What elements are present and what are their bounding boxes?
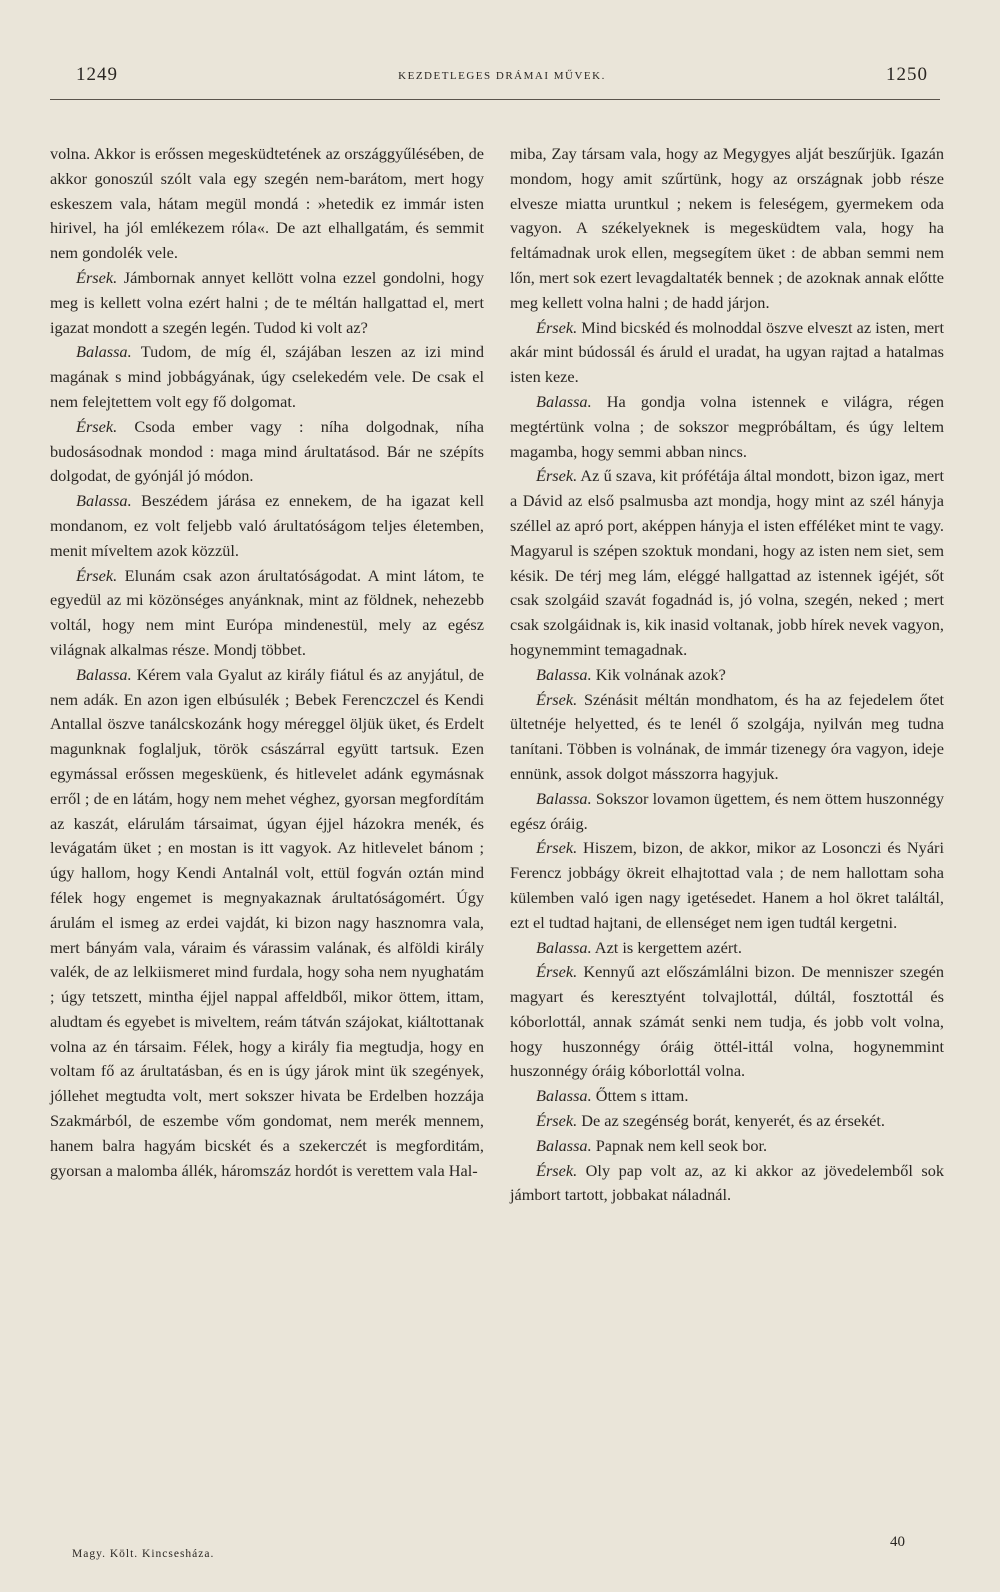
paragraph bbox=[510, 1134, 944, 1159]
left-column bbox=[50, 142, 484, 1183]
paragraph-text: Szénásit méltán mondhatom, és ha az fejedelem őtet ültetnéje helyetted, és te lenél ő szolgája, nyilván meg tudna tanítani. Többen is volnának, de immár tizenegy óra vagyon, ideje ennünk, assok dolgot másszorra hagyjuk. bbox=[510, 689, 944, 783]
paragraph-text: Az ű szava, kit prófétája által mondott, bizon igaz, mert a Dávid az első psalmusba azt mondja, hogy mint az szél hányja széllel az apró port, aképpen hányja el isten efféléket mint te vagy. Magyarul is szépen szoktuk mondani, hogy az isten nem siet, sem késik. De térj meg lám, eléggé hallgattad az istennek igéjét, sőt csak szolgáid szavát fogadnád is, jó volna, szegén, neked ; mert csak szolgáidnak is, kik inasid voltanak, jobb hírek nevek vagyon, hogynemmint temagadnak. bbox=[510, 466, 944, 659]
speaker-name: Balassa. bbox=[536, 937, 592, 957]
paragraph bbox=[510, 663, 944, 688]
paragraph bbox=[50, 415, 484, 489]
speaker-name: Érsek. bbox=[536, 1160, 578, 1180]
paragraph-text: Tudom, de míg él, szájában leszen az izi mind magának s mind jobbágyának, úgy cselekedém vele. De csak el nem felejtettem volt egy fő dolgomat. bbox=[50, 342, 484, 411]
paragraph bbox=[50, 142, 484, 266]
speaker-name: Érsek. bbox=[76, 267, 118, 287]
page-header bbox=[76, 64, 928, 92]
paragraph bbox=[510, 390, 944, 464]
header-rule bbox=[50, 99, 940, 100]
paragraph-text: Sokszor lovamon ügettem, és nem öttem huszonnégy egész óráig. bbox=[510, 788, 944, 833]
footer-source: Magy. Költ. Kincsesháza. bbox=[72, 1548, 215, 1560]
speaker-name: Balassa. bbox=[76, 342, 132, 362]
left-page-number: 1249 bbox=[76, 64, 118, 85]
speaker-name: Érsek. bbox=[536, 689, 578, 709]
paragraph-text: Hiszem, bizon, de akkor, mikor az Losonczi és Nyári Ferencz jobbágy ökreit elhajtottad vala ; de nem hallottam soha külemben való igen nagy igetésedet. Hanem a hol ökret találtál, ezt el tudtad hajtani, de ellenséget nem igen tudtál kergetni. bbox=[510, 838, 944, 932]
paragraph bbox=[510, 787, 944, 837]
signature-mark: 40 bbox=[890, 1534, 905, 1550]
speaker-name: Balassa. bbox=[536, 1086, 592, 1106]
paragraph bbox=[510, 936, 944, 961]
speaker-name: Érsek. bbox=[536, 317, 578, 337]
speaker-name: Balassa. bbox=[536, 1135, 592, 1155]
speaker-name: Balassa. bbox=[536, 788, 592, 808]
speaker-name: Balassa. bbox=[536, 664, 592, 684]
paragraph-text: Kennyű azt előszámlálni bizon. De menniszer szegén magyart és keresztyént tolvajlottál, dúltál, fosztottál és kóborlottál, annak számát senki nem tudja, és jobb volt volna, hogy huszonnégy óráig öttél-ittál volna, hogynemmint huszonnégy óráig kóborlottál volna. bbox=[510, 962, 944, 1081]
paragraph bbox=[50, 489, 484, 563]
speaker-name: Érsek. bbox=[536, 838, 578, 858]
paragraph-text: miba, Zay társam vala, hogy az Megygyes alját beszűrjük. Igazán mondom, hogy amit szűrtünk, hogy az országnak jobb része elvesze miatta uruntkul ; nekem is feleségem, gyermekem oda vagyon. A székelyeknek is megesküdtem vala, hogy ha feltámadnak urok ellen, megsegítem üket : de abban semmi nem lőn, mert sok ezert levagdaltaték bennek ; de azoknak annak előtte meg kellett volna halni ; de hadd járjon. bbox=[510, 144, 944, 312]
paragraph bbox=[510, 464, 944, 662]
paragraph bbox=[510, 1159, 944, 1209]
speaker-name: Balassa. bbox=[536, 391, 592, 411]
paragraph-text: Papnak nem kell seok bor. bbox=[591, 1135, 768, 1155]
paragraph bbox=[510, 1084, 944, 1109]
paragraph-text: De az szegénség borát, kenyerét, és az érsekét. bbox=[577, 1111, 885, 1131]
right-column bbox=[510, 142, 944, 1208]
paragraph-text: Kérem vala Gyalut az király fiátul és az anyjátul, de nem adák. En azon igen elbúsulék ; Bebek Ferenczczel és Kendi Antallal öszve tanálcskozánk hogy méreggel öljük üket, és Erdelt magunknak foglaljuk, török császárral együtt tartsuk. Ezen egymással erőssen megesküenk, és hitlevelet adánk egymásnak erről ; de en látám, hogy nem mehet véghez, gyorsan megfordítám az kaszát, elárulám társaimat, úgyan éjjel házokra menék, és levágatám üket ; en mostan is itt vagyok. Az hitlevelet bánom ; úgy hallom, hogy Kendi Antalnál volt, ettül fogván oztán mind félek hogy engemet is megnyakaznak árultatóságomért. Úgy árulám el ismeg az erdei vajdát, ki bizon nagy hasznomra vala, mert bányám vala, váraim és várassim valának, és alföldi király valék, de az lelkiismeret mind furdala, hogy soha nem nyughatám ; úgy tetszett, mintha éjjel nappal affeldből, mikor öttem, ittam, aludtam és egyebet is miveltem, reám tátván szájokat, kiáltottanak volna az én társaim. Félek, hogy a király fia megtudja, hogy en voltam fő az árultatásban, és en is úgy járok mint ük szegények, jóllehet megtudta volt, mert sokszer hivata be Erdelben hozzája Szakmárból, de eszembe vőm gondomat, nem merék mennem, hanem balra hagyám bicskét és a szekerczét is megforditám, gyorsan a malomba állék, háromszáz hordót is verettem vala Hal- bbox=[50, 664, 484, 1180]
paragraph bbox=[50, 340, 484, 414]
speaker-name: Érsek. bbox=[76, 416, 118, 436]
paragraph bbox=[510, 960, 944, 1084]
paragraph-text: Azt is kergettem azért. bbox=[591, 937, 742, 957]
paragraph bbox=[50, 564, 484, 663]
paragraph bbox=[50, 663, 484, 1184]
paragraph bbox=[510, 1109, 944, 1134]
paragraph-text: Oly pap volt az, az ki akkor az jövedelemből sok jámbort tartott, jobbakat náladnál. bbox=[510, 1160, 944, 1205]
paragraph bbox=[510, 688, 944, 787]
paragraph-text: Kik volnának azok? bbox=[591, 664, 726, 684]
speaker-name: Érsek. bbox=[76, 565, 118, 585]
paragraph-text: Jámbornak annyet kellött volna ezzel gondolni, hogy meg is kellett volna ezért halni ; de te méltán hallgattad el, mert igazat mondott a szegén legén. Tudod ki volt az? bbox=[50, 267, 484, 337]
speaker-name: Érsek. bbox=[536, 1111, 578, 1131]
speaker-name: Érsek. bbox=[536, 466, 578, 486]
running-title: KEZDETLEGES DRÁMAI MŰVEK. bbox=[398, 70, 606, 82]
paragraph bbox=[50, 266, 484, 340]
paragraph-text: Elunám csak azon árultatóságodat. A mint látom, te egyedül az mi közönséges anyánknak, mint az földnek, nehezebb voltál, hogy nem mint Európa mindenestül, mely az egész világnak alkalmas része. Mondj többet. bbox=[50, 565, 484, 659]
paragraph bbox=[510, 316, 944, 390]
speaker-name: Balassa. bbox=[76, 491, 132, 511]
paragraph-text: Mind bicskéd és molnoddal öszve elveszt az isten, mert akár mint búdossál és áruld el uradat, ha ugyan rajtad a hatalmas isten keze. bbox=[510, 317, 944, 387]
paragraph-text: Őttem s ittam. bbox=[591, 1086, 689, 1106]
speaker-name: Érsek. bbox=[536, 962, 578, 982]
speaker-name: Balassa. bbox=[76, 664, 132, 684]
paragraph bbox=[510, 836, 944, 935]
right-page-number: 1250 bbox=[886, 64, 928, 85]
paragraph bbox=[510, 142, 944, 316]
paragraph-text: Beszédem járása ez ennekem, de ha igazat kell mondanom, ez volt feljebb való árultatóságom teljes életemben, menit míveltem azok közzül. bbox=[50, 491, 484, 560]
paragraph-text: Csoda ember vagy : níha dolgodnak, níha budosásodnak mondod : maga mind árultatásod. Bár ne szépíts dolgodat, de gyónjál jó módon. bbox=[50, 416, 484, 486]
paragraph-text: Ha gondja volna istennek e világra, régen megtértünk volna ; de sokszor megpróbáltam, és úgy leltem magamba, hogy semmi abban nincs. bbox=[510, 391, 944, 461]
paragraph-text: volna. Akkor is erőssen megesküdtetének az országgyűlésében, de akkor gonoszúl szólt vala egy szegén nem-barátom, mert hogy eskeszem vala, hátam megül mondá : »hetedik ez immár isten hirivel, ha jól emlékezem róla«. De azt elhallgatám, és semmit nem gondolék vele. bbox=[50, 144, 484, 263]
